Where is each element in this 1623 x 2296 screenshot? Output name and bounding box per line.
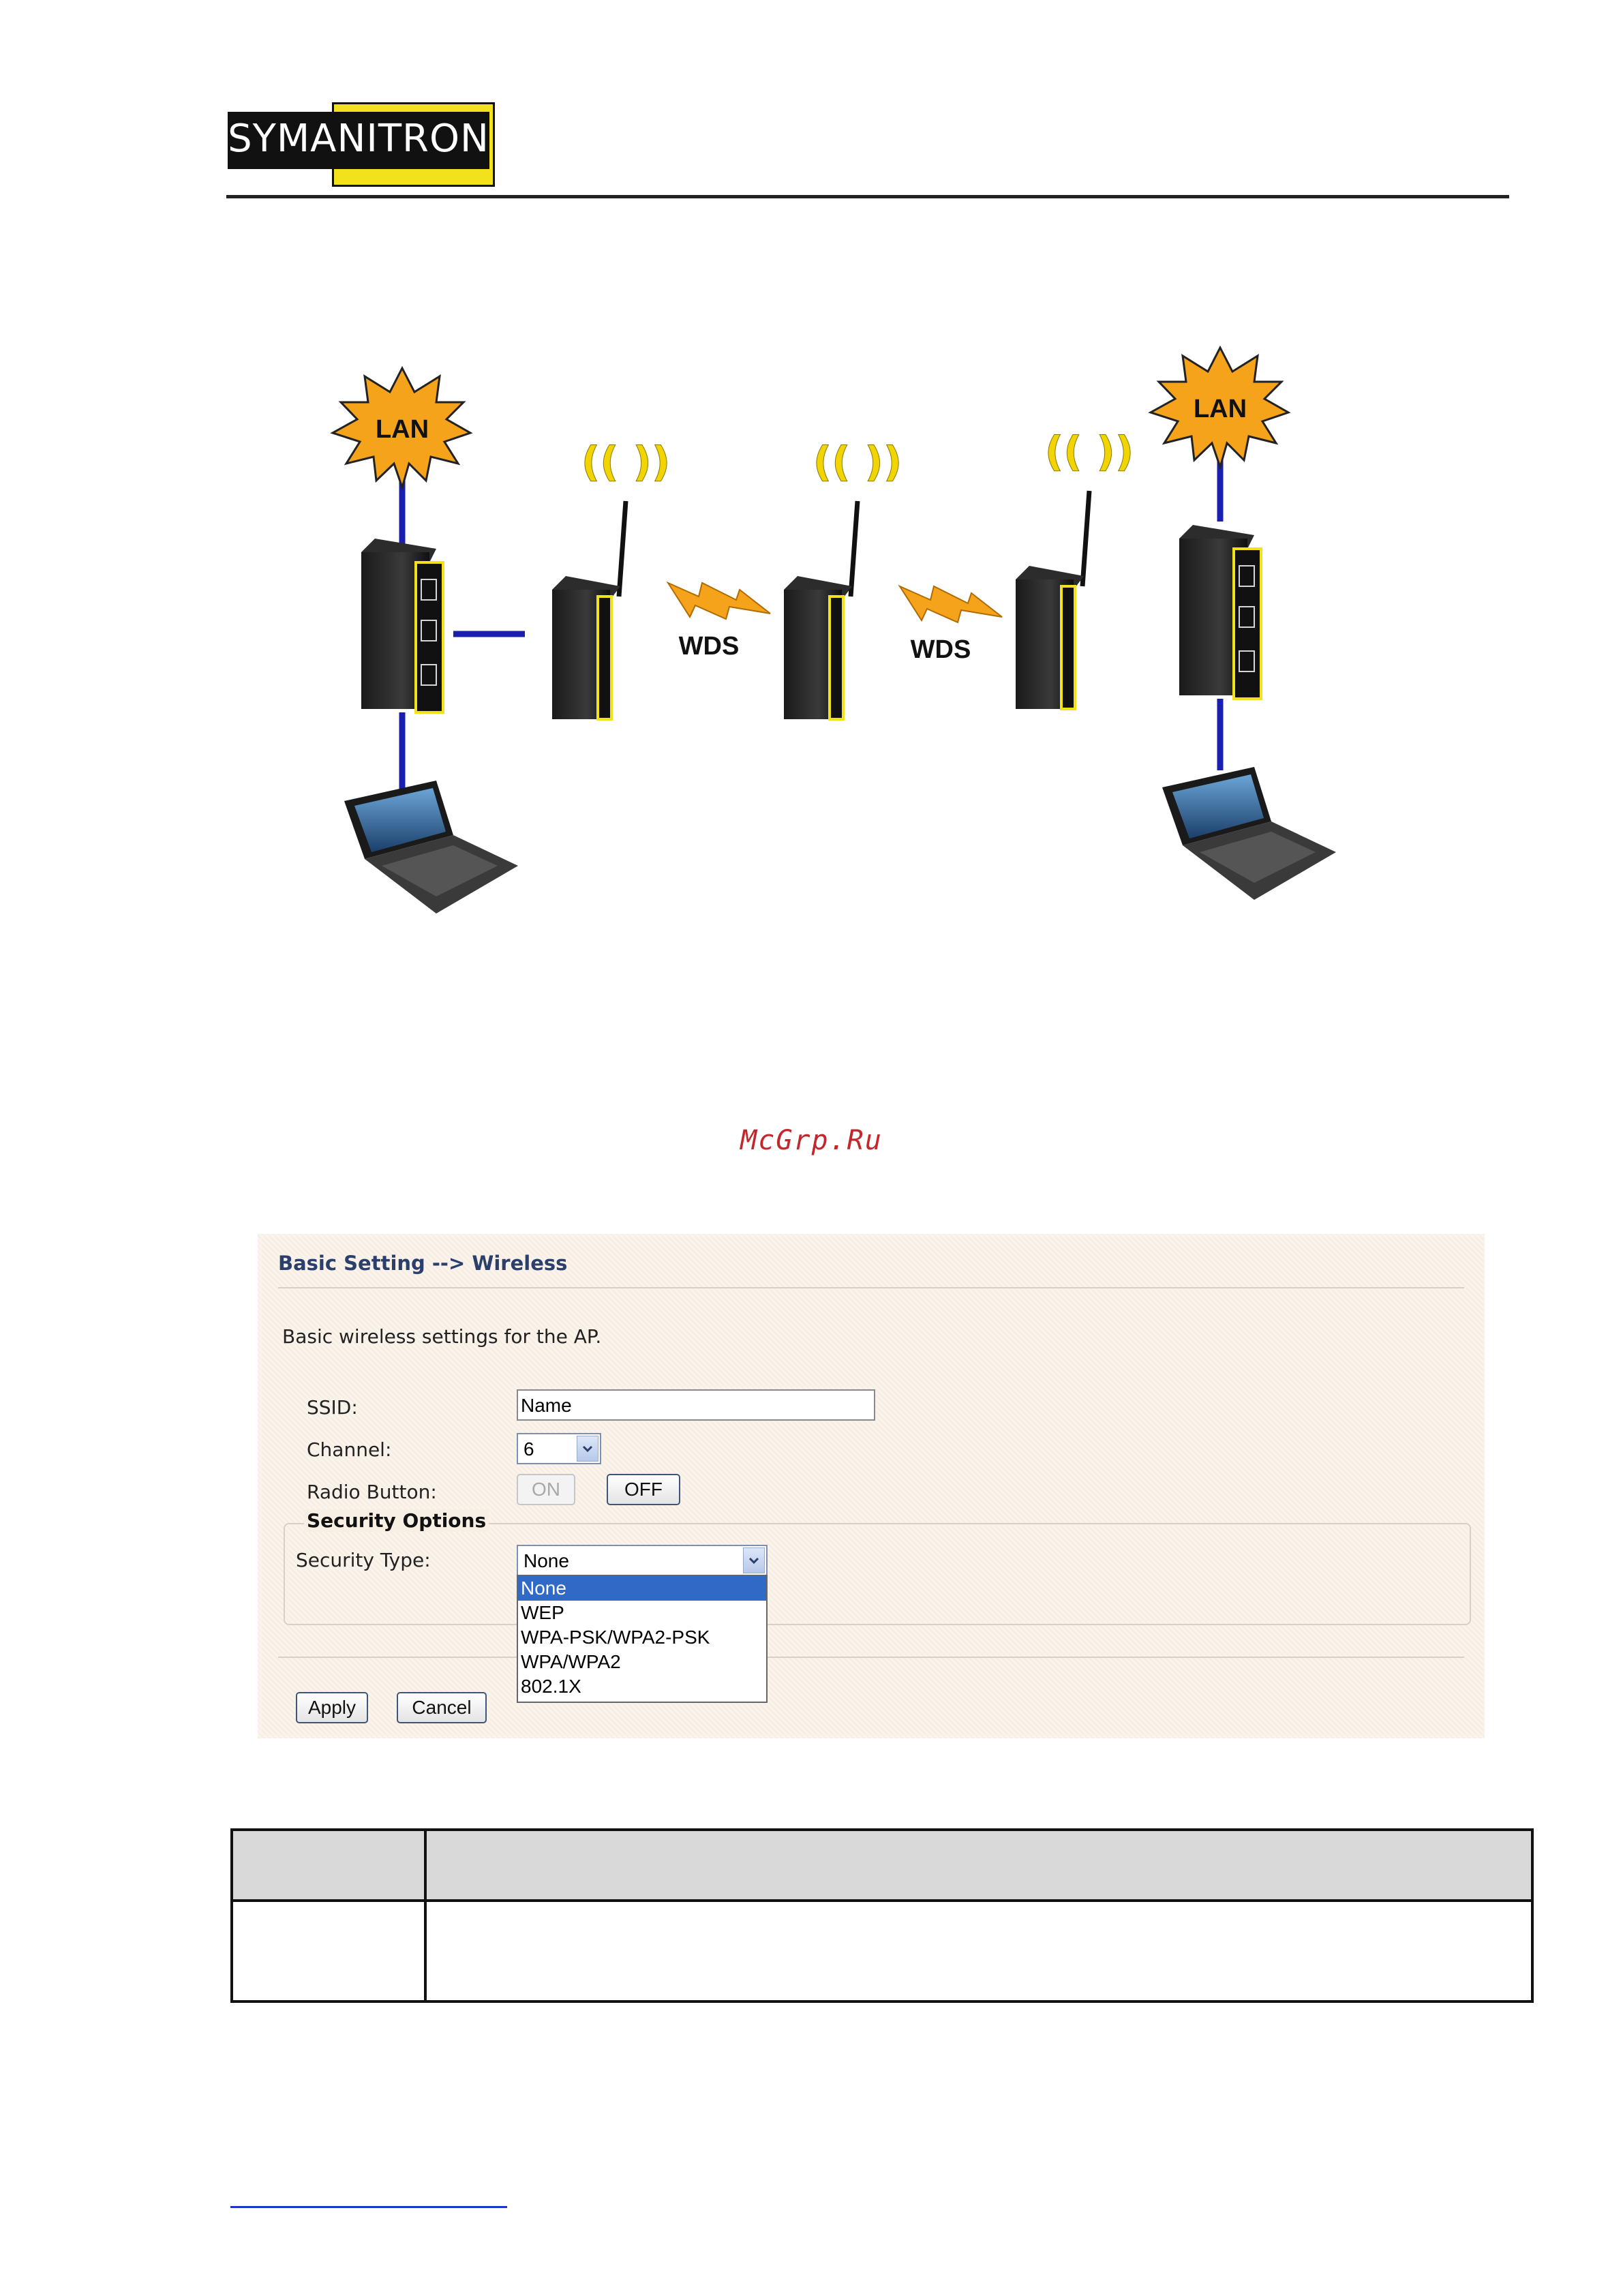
ssid-label: SSID: bbox=[307, 1396, 358, 1419]
option-wpa-wpa2[interactable]: WPA/WPA2 bbox=[521, 1651, 621, 1672]
channel-label: Channel: bbox=[307, 1438, 392, 1461]
switch-device-right bbox=[1179, 525, 1261, 699]
laptop-left bbox=[344, 781, 518, 913]
header-rule bbox=[226, 195, 1509, 198]
table-header-row bbox=[232, 1830, 1532, 1901]
wds-label-2: WDS bbox=[910, 635, 971, 664]
apply-button[interactable]: Apply bbox=[296, 1692, 368, 1723]
chevron-down-icon[interactable] bbox=[577, 1436, 598, 1462]
table-cell bbox=[425, 1901, 1532, 2002]
wds-label-1: WDS bbox=[678, 632, 740, 661]
page-title: Basic Setting --> Wireless bbox=[278, 1252, 568, 1275]
lan-cloud-right bbox=[1151, 348, 1288, 467]
parameter-table bbox=[230, 1828, 1534, 2003]
ssid-input[interactable]: Name bbox=[517, 1389, 875, 1421]
symanitron-logo bbox=[228, 102, 582, 173]
channel-value: 6 bbox=[524, 1438, 534, 1460]
wireless-settings-panel bbox=[258, 1234, 1485, 1738]
security-type-label: Security Type: bbox=[296, 1549, 431, 1571]
logo-text: SYMANITRON bbox=[228, 117, 489, 161]
access-point-1 bbox=[552, 438, 670, 719]
table-header-cell bbox=[232, 1830, 425, 1901]
footer-link-rule bbox=[230, 2206, 507, 2208]
table-row bbox=[232, 1901, 1532, 2002]
wds-link-1 bbox=[668, 583, 770, 661]
lan-label-left: LAN bbox=[375, 415, 429, 444]
buttons-divider bbox=[278, 1657, 1464, 1658]
table-header-cell bbox=[425, 1830, 1532, 1901]
option-wep[interactable]: WEP bbox=[521, 1602, 564, 1623]
security-type-select[interactable] bbox=[517, 1545, 768, 1576]
wds-link-2 bbox=[900, 586, 1002, 664]
table-cell bbox=[232, 1901, 425, 2002]
switch-device-left bbox=[361, 539, 443, 712]
wifi-signal-icon: (( )) bbox=[1044, 428, 1134, 476]
wifi-signal-icon: (( )) bbox=[581, 438, 671, 486]
radio-on-button[interactable]: ON bbox=[517, 1474, 575, 1505]
security-type-options bbox=[517, 1575, 768, 1703]
security-options-group bbox=[284, 1523, 1471, 1625]
channel-select[interactable] bbox=[517, 1433, 601, 1464]
security-options-legend: Security Options bbox=[304, 1509, 489, 1532]
panel-description: Basic wireless settings for the AP. bbox=[282, 1325, 602, 1348]
access-point-3 bbox=[1016, 428, 1134, 709]
access-point-2 bbox=[784, 438, 902, 719]
option-none[interactable]: None bbox=[518, 1576, 766, 1601]
chevron-down-icon[interactable] bbox=[743, 1547, 765, 1573]
title-divider bbox=[278, 1287, 1464, 1288]
wifi-signal-icon: (( )) bbox=[813, 438, 902, 486]
lan-label-right: LAN bbox=[1193, 395, 1247, 423]
laptop-right bbox=[1162, 767, 1336, 900]
radio-off-button[interactable]: OFF bbox=[607, 1474, 680, 1505]
lan-cloud-left bbox=[333, 368, 470, 487]
watermark: McGrp.Ru bbox=[740, 1125, 883, 1156]
security-type-value: None bbox=[524, 1550, 569, 1571]
radio-button-label: Radio Button: bbox=[307, 1481, 437, 1503]
option-8021x[interactable]: 802.1X bbox=[521, 1676, 581, 1697]
option-wpa-psk[interactable]: WPA-PSK/WPA2-PSK bbox=[521, 1627, 710, 1648]
cancel-button[interactable]: Cancel bbox=[397, 1692, 487, 1723]
wds-network-diagram bbox=[300, 327, 1350, 927]
